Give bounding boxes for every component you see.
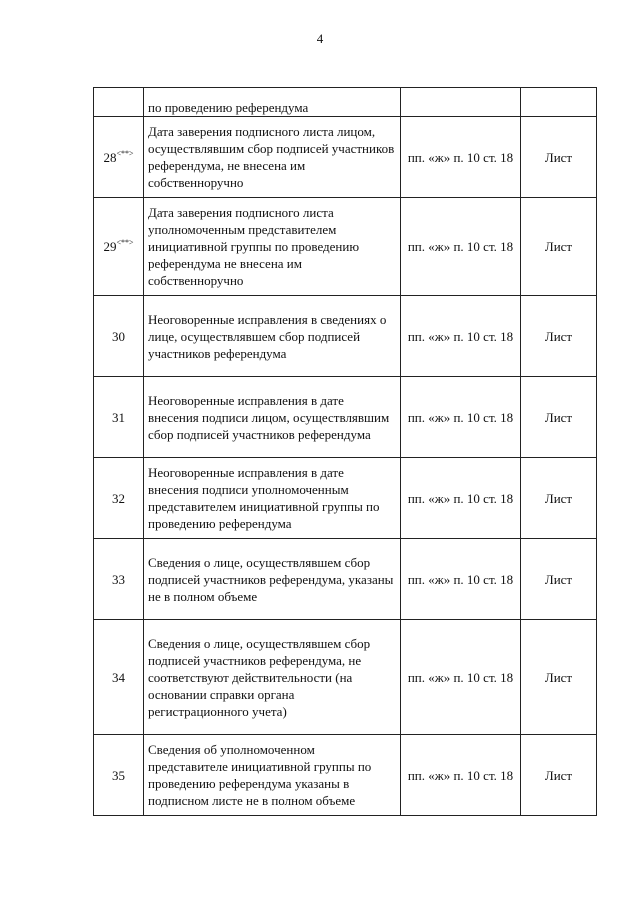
row-reference: пп. «ж» п. 10 ст. 18 bbox=[401, 117, 521, 198]
row-reference: пп. «ж» п. 10 ст. 18 bbox=[401, 539, 521, 620]
row-description: Дата заверения подписного листа уполномоченным представителем инициативной группы по проведению референдума не внесена им собственноручно bbox=[144, 198, 401, 296]
row-description: Сведения о лице, осуществлявшем сбор подписей участников референдума, указаны не в полном объеме bbox=[144, 539, 401, 620]
row-number-cell bbox=[94, 198, 144, 296]
table-row-continuation bbox=[94, 88, 597, 117]
row-type: Лист bbox=[521, 539, 597, 620]
footnote-mark: <**> bbox=[116, 238, 134, 247]
table-row bbox=[94, 735, 597, 816]
row-number: 34 bbox=[112, 669, 125, 685]
row-reference: пп. «ж» п. 10 ст. 18 bbox=[401, 296, 521, 377]
row-number: 32 bbox=[112, 490, 125, 506]
row-type: Лист bbox=[521, 620, 597, 735]
table-row bbox=[94, 539, 597, 620]
row-type: Лист bbox=[521, 117, 597, 198]
row-type: Лист bbox=[521, 296, 597, 377]
row-description: Дата заверения подписного листа лицом, осуществлявшим сбор подписей участников референдума, не внесена им собственноручно bbox=[144, 117, 401, 198]
row-reference: пп. «ж» п. 10 ст. 18 bbox=[401, 620, 521, 735]
row-number-cell bbox=[94, 539, 144, 620]
row-description: Неоговоренные исправления в дате внесения подписи уполномоченным представителем инициативной группы по проведению референдума bbox=[144, 458, 401, 539]
row-description: Сведения о лице, осуществлявшем сбор подписей участников референдума, не соответствуют действительности (на основании справки органа регистрационного учета) bbox=[144, 620, 401, 735]
table-row bbox=[94, 296, 597, 377]
row-number: 28 bbox=[103, 149, 117, 165]
row-description: Сведения об уполномоченном представителе инициативной группы по проведению референдума указаны в подписном листе не в полном объеме bbox=[144, 735, 401, 816]
row-type: Лист bbox=[521, 198, 597, 296]
row-number-cell bbox=[94, 88, 144, 117]
table-row bbox=[94, 198, 597, 296]
row-number-cell bbox=[94, 117, 144, 198]
row-number-cell bbox=[94, 458, 144, 539]
row-number: 29 bbox=[103, 239, 117, 254]
table-row bbox=[94, 620, 597, 735]
row-description: Неоговоренные исправления в сведениях о лице, осуществлявшем сбор подписей участников референдума bbox=[144, 296, 401, 377]
row-number: 35 bbox=[112, 767, 125, 783]
page-number: 4 bbox=[316, 31, 324, 46]
row-type: Лист bbox=[521, 458, 597, 539]
row-type bbox=[521, 88, 597, 117]
row-reference: пп. «ж» п. 10 ст. 18 bbox=[401, 458, 521, 539]
row-number: 30 bbox=[112, 328, 125, 344]
row-reference: пп. «ж» п. 10 ст. 18 bbox=[401, 735, 521, 816]
table-row bbox=[94, 458, 597, 539]
table-row bbox=[94, 117, 597, 198]
row-reference: пп. «ж» п. 10 ст. 18 bbox=[401, 377, 521, 458]
row-number: 31 bbox=[112, 409, 125, 425]
row-number: 33 bbox=[112, 571, 125, 587]
table-row bbox=[94, 377, 597, 458]
row-type: Лист bbox=[521, 735, 597, 816]
row-reference bbox=[401, 88, 521, 117]
row-reference: пп. «ж» п. 10 ст. 18 bbox=[401, 198, 521, 296]
row-number-cell bbox=[94, 735, 144, 816]
footnote-mark: <**> bbox=[116, 148, 134, 158]
row-number-cell bbox=[94, 377, 144, 458]
row-description: по проведению референдума bbox=[144, 88, 401, 117]
row-number-cell bbox=[94, 296, 144, 377]
row-number-cell bbox=[94, 620, 144, 735]
violations-table bbox=[93, 87, 597, 816]
row-type: Лист bbox=[521, 377, 597, 458]
row-description: Неоговоренные исправления в дате внесения подписи лицом, осуществлявшим сбор подписей участников референдума bbox=[144, 377, 401, 458]
